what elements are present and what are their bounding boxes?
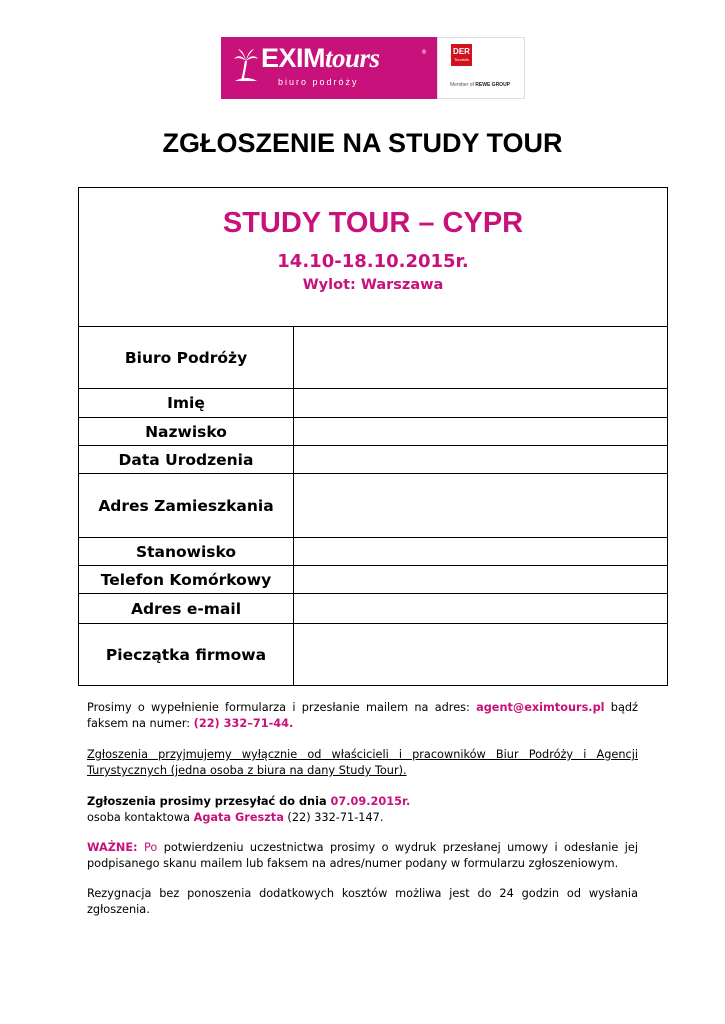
travel-agency-field[interactable] — [294, 327, 667, 388]
company-logo — [221, 37, 525, 99]
registration-form — [78, 187, 668, 686]
tour-name: STUDY TOUR – CYPR — [222, 207, 524, 239]
cancellation-paragraph: Rezygnacja bez ponoszenia dodatkowych kosztów możliwa jest do 24 godzin od wysłania zgłoszenia. — [87, 887, 638, 916]
palm-tree-icon — [233, 47, 259, 83]
der-touristik-logo — [437, 37, 525, 99]
label-travel-agency: Biuro Podróży — [124, 348, 248, 367]
logo-brand-name: EXIMtours — [261, 43, 380, 73]
deadline-paragraph: Zgłoszenia prosimy przesyłać do dnia 07.09.2015r. osoba kontaktowa Agata Greszta (22) 332-71-147. — [87, 795, 411, 824]
contact-email-link[interactable]: agent@eximtours.pl — [476, 701, 605, 714]
member-of-text: Member of REWE GROUP — [450, 82, 511, 88]
email-field[interactable] — [294, 594, 667, 623]
fax-number: (22) 332–71-44. — [193, 717, 294, 730]
label-birth-date: Data Urodzenia — [118, 450, 254, 469]
company-stamp-field[interactable] — [294, 624, 667, 685]
tour-dates: 14.10-18.10.2015r. — [277, 251, 469, 272]
label-first-name: Imię — [167, 394, 205, 412]
label-company-stamp: Pieczątka firmowa — [105, 645, 267, 664]
birth-date-field[interactable] — [294, 446, 667, 473]
label-position: Stanowisko — [135, 542, 237, 561]
der-badge: DER Touristik — [451, 44, 472, 66]
logo-subtitle: biuro podróży — [278, 77, 359, 87]
important-paragraph: WAŻNE: Po potwierdzeniu uczestnictwa prosimy o wydruk przesłanej umowy i odesłanie jej podpisanego skanu mailem lub faksem na adres/numer podany w formularzu zgłoszeniowym. — [87, 841, 638, 870]
contact-person: Agata Greszta — [193, 811, 284, 824]
label-mobile-phone: Telefon Komórkowy — [100, 570, 272, 589]
instructions-paragraph: Prosimy o wypełnienie formularza i przesłanie mailem na adres: agent@eximtours.pl bądź faksem na numer: (22) 332–71-44. — [87, 701, 638, 730]
address-field[interactable] — [294, 474, 667, 537]
first-name-field[interactable] — [294, 389, 667, 417]
exim-tours-logo — [221, 37, 437, 99]
mobile-phone-field[interactable] — [294, 566, 667, 593]
last-name-field[interactable] — [294, 418, 667, 445]
label-email: Adres e-mail — [130, 599, 242, 618]
registered-mark: ® — [421, 49, 427, 56]
important-label: WAŻNE: — [87, 841, 138, 854]
tour-departure: Wylot: Warszawa — [302, 277, 444, 293]
deadline-date: 07.09.2015r. — [330, 795, 411, 808]
eligibility-paragraph: Zgłoszenia przyjmujemy wyłącznie od właścicieli i pracowników Biur Podróży i Agencji Turystycznych (jedna osoba z biura na dany Study Tour). — [87, 748, 638, 777]
label-last-name: Nazwisko — [145, 422, 227, 441]
page-title: ZGŁOSZENIE NA STUDY TOUR — [162, 128, 563, 158]
label-address: Adres Zamieszkania — [98, 496, 274, 515]
position-field[interactable] — [294, 538, 667, 565]
